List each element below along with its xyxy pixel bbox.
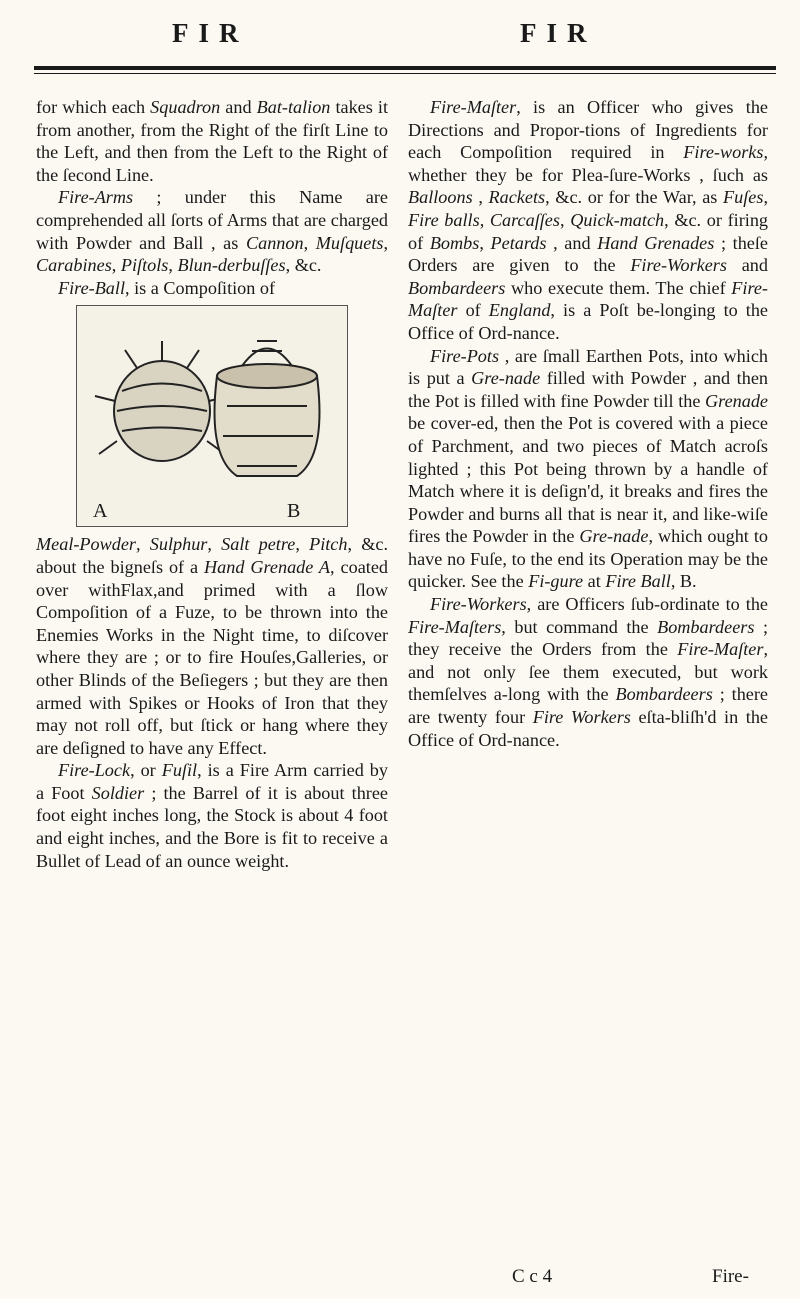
entry-battalion-continued: for which each Squadron and Bat-talion takes it from another, from the Right of the firſt Line to the Left, and then from the Left to the Right of the ſecond Line. [36,97,388,185]
catchword: Fire- [712,1266,749,1287]
figure-label-b: B [287,499,301,522]
header-rule-thin [34,73,776,74]
entry-fire-lock: Fire-Lock, or Fuſil, is a Fire Arm carried by a Foot Soldier ; the Barrel of it is about three foot eight inches long, the Stock is about 4 foot and eight inches, and the Bore is fit to receive a Bullet of Lead of an ounce weight. [36,760,389,871]
entry-fire-ball-intro: Fire-Ball, is a Compoſition of [58,277,276,298]
left-column [36,96,388,872]
entry-fire-arms: Fire-Arms ; under this Name are comprehended all ſorts of Arms that are charged with Powder and Ball , as Cannon, Muſquets, Carabines, Piſtols, Blun-derbuſſes, &c. [36,187,389,276]
running-head-right: FIR [520,18,597,48]
entry-fire-workers: Fire-Workers, are Officers ſub-ordinate to the Fire-Maſters, but command the Bombardeers ; they receive the Orders from the Fire-Maſter, and not only ſee them executed, but work themſelves a-long with the Bombardeers ; there are twenty four Fire Workers eſta-bliſh'd in the Office of Ord-nance. [408,594,769,750]
entry-fire-pots: Fire-Pots , are ſmall Earthen Pots, into which is put a Gre-nade filled with Powder , and then the Pot is filled with fine Powder till the Grenade be cover-ed, then the Pot is covered with a piece of Parchment, and two pieces of Match acroſs lighted ; this Pot being thrown by a handle of Match where it is deſign'd, it breaks and fires the Powder and burns all that is near it, and like-wiſe fires the Powder in the Gre-nade, which ought to have no Fuſe, to the end its Operation may be the quicker. See the Fi-gure at Fire Ball, B. [408,345,768,592]
signature-mark: C c 4 [512,1266,553,1287]
running-head-left: FIR [172,18,249,48]
fire-ball-illustration [76,305,348,527]
figure-label-a: A [93,499,108,522]
entry-fire-ball-body: Meal-Powder, Sulphur, Salt petre, Pitch, &c. about the bigneſs of a Hand Grenade A, coated over withFlax,and primed with a ſlow Compoſition of a Fuze, to be thrown into the Enemies Works in the Night time, to diſcover where they are ; or to fire Houſes,Galleries, or other Blinds of the Beſiegers ; but they are then armed with Spikes or Hooks of Iron that they may not roll off, but ſtick or hang where they are deſigned to have any Effect. [36,534,388,758]
fire-ball-engraving [77,306,347,526]
entry-fire-master: Fire-Maſter, is an Officer who gives the Directions and Propor-tions of Ingredients for each Compoſition required in Fire-works, whether they be for Plea-ſure-Works , ſuch as Balloons , Rackets, &c. or for the War, as Fuſes, Fire balls, Carcaſſes, Quick-match, &c. or firing of Bombs, Petards , and Hand Grenades ; theſe Orders are given to the Fire-Workers and Bombardeers who execute them. The chief Fire-Maſter of England, is a Poſt be-longing to the Office of Ord-nance. [408,97,769,343]
right-column [408,96,768,751]
header-rule-thick [34,66,776,70]
